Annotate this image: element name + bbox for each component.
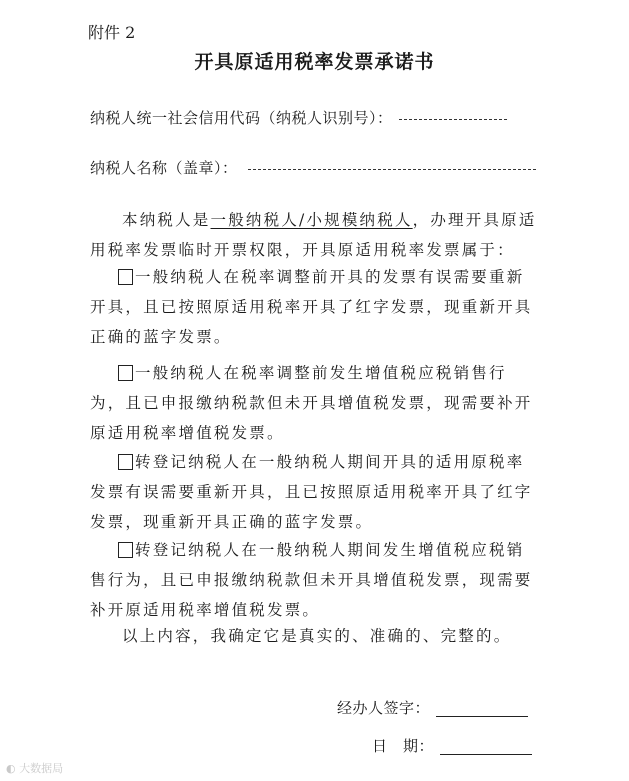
handler-signature-row (337, 697, 528, 718)
taxpayer-name-row (90, 157, 536, 178)
option-2-checkbox[interactable] (118, 365, 133, 381)
taxpayer-code-label: 纳税人统一社会信用代码（纳税人识别号）： (90, 109, 393, 127)
option-1 (90, 262, 542, 352)
intro-suffix: ，办理开具原适用税率发票临时开票权限，开具原适用税率发票属于： (90, 211, 537, 259)
intro-paragraph (90, 205, 542, 265)
handler-signature-line[interactable] (436, 716, 528, 717)
option-3-text: 转登记纳税人在一般纳税人期间开具的适用原税率发票有误需要重新开具，且已按照原适用税率开具了红字发票，现重新开具正确的蓝字发票。 (90, 453, 533, 531)
option-2-text: 一般纳税人在税率调整前发生增值税应税销售行为，且已申报缴纳税款但未开具增值税发票，现需要补开原适用税率增值税发票。 (90, 364, 533, 442)
option-3 (90, 447, 542, 537)
handler-label: 经办人签字： (337, 699, 431, 717)
declaration: 以上内容，我确定它是真实的、准确的、完整的。 (122, 627, 512, 645)
watermark-text: 大数据局 (19, 762, 64, 775)
option-1-checkbox[interactable] (118, 269, 133, 285)
date-line[interactable] (440, 754, 532, 755)
watermark-icon: ◐ (6, 762, 16, 775)
option-4 (90, 535, 542, 625)
option-2 (90, 358, 542, 448)
taxpayer-code-row (90, 107, 507, 128)
option-4-checkbox[interactable] (118, 542, 133, 558)
option-3-checkbox[interactable] (118, 454, 133, 470)
taxpayer-name-label: 纳税人名称（盖章）： (90, 159, 238, 177)
taxpayer-name-blank[interactable] (248, 169, 536, 170)
taxpayer-type: 一般纳税人/小规模纳税人 (210, 211, 413, 229)
date-row (372, 735, 532, 756)
date-label: 日 期： (372, 737, 435, 755)
taxpayer-code-blank[interactable] (399, 119, 507, 120)
watermark (6, 760, 63, 776)
intro-prefix: 本纳税人是 (122, 211, 211, 229)
document-title: 开具原适用税率发票承诺书 (194, 51, 435, 73)
attachment-label: 附件 2 (88, 23, 136, 42)
option-4-text: 转登记纳税人在一般纳税人期间发生增值税应税销售行为，且已申报缴纳税款但未开具增值税发票，现需要补开原适用税率增值税发票。 (90, 541, 533, 619)
option-1-text: 一般纳税人在税率调整前开具的发票有误需要重新开具，且已按照原适用税率开具了红字发票，现重新开具正确的蓝字发票。 (90, 268, 533, 346)
